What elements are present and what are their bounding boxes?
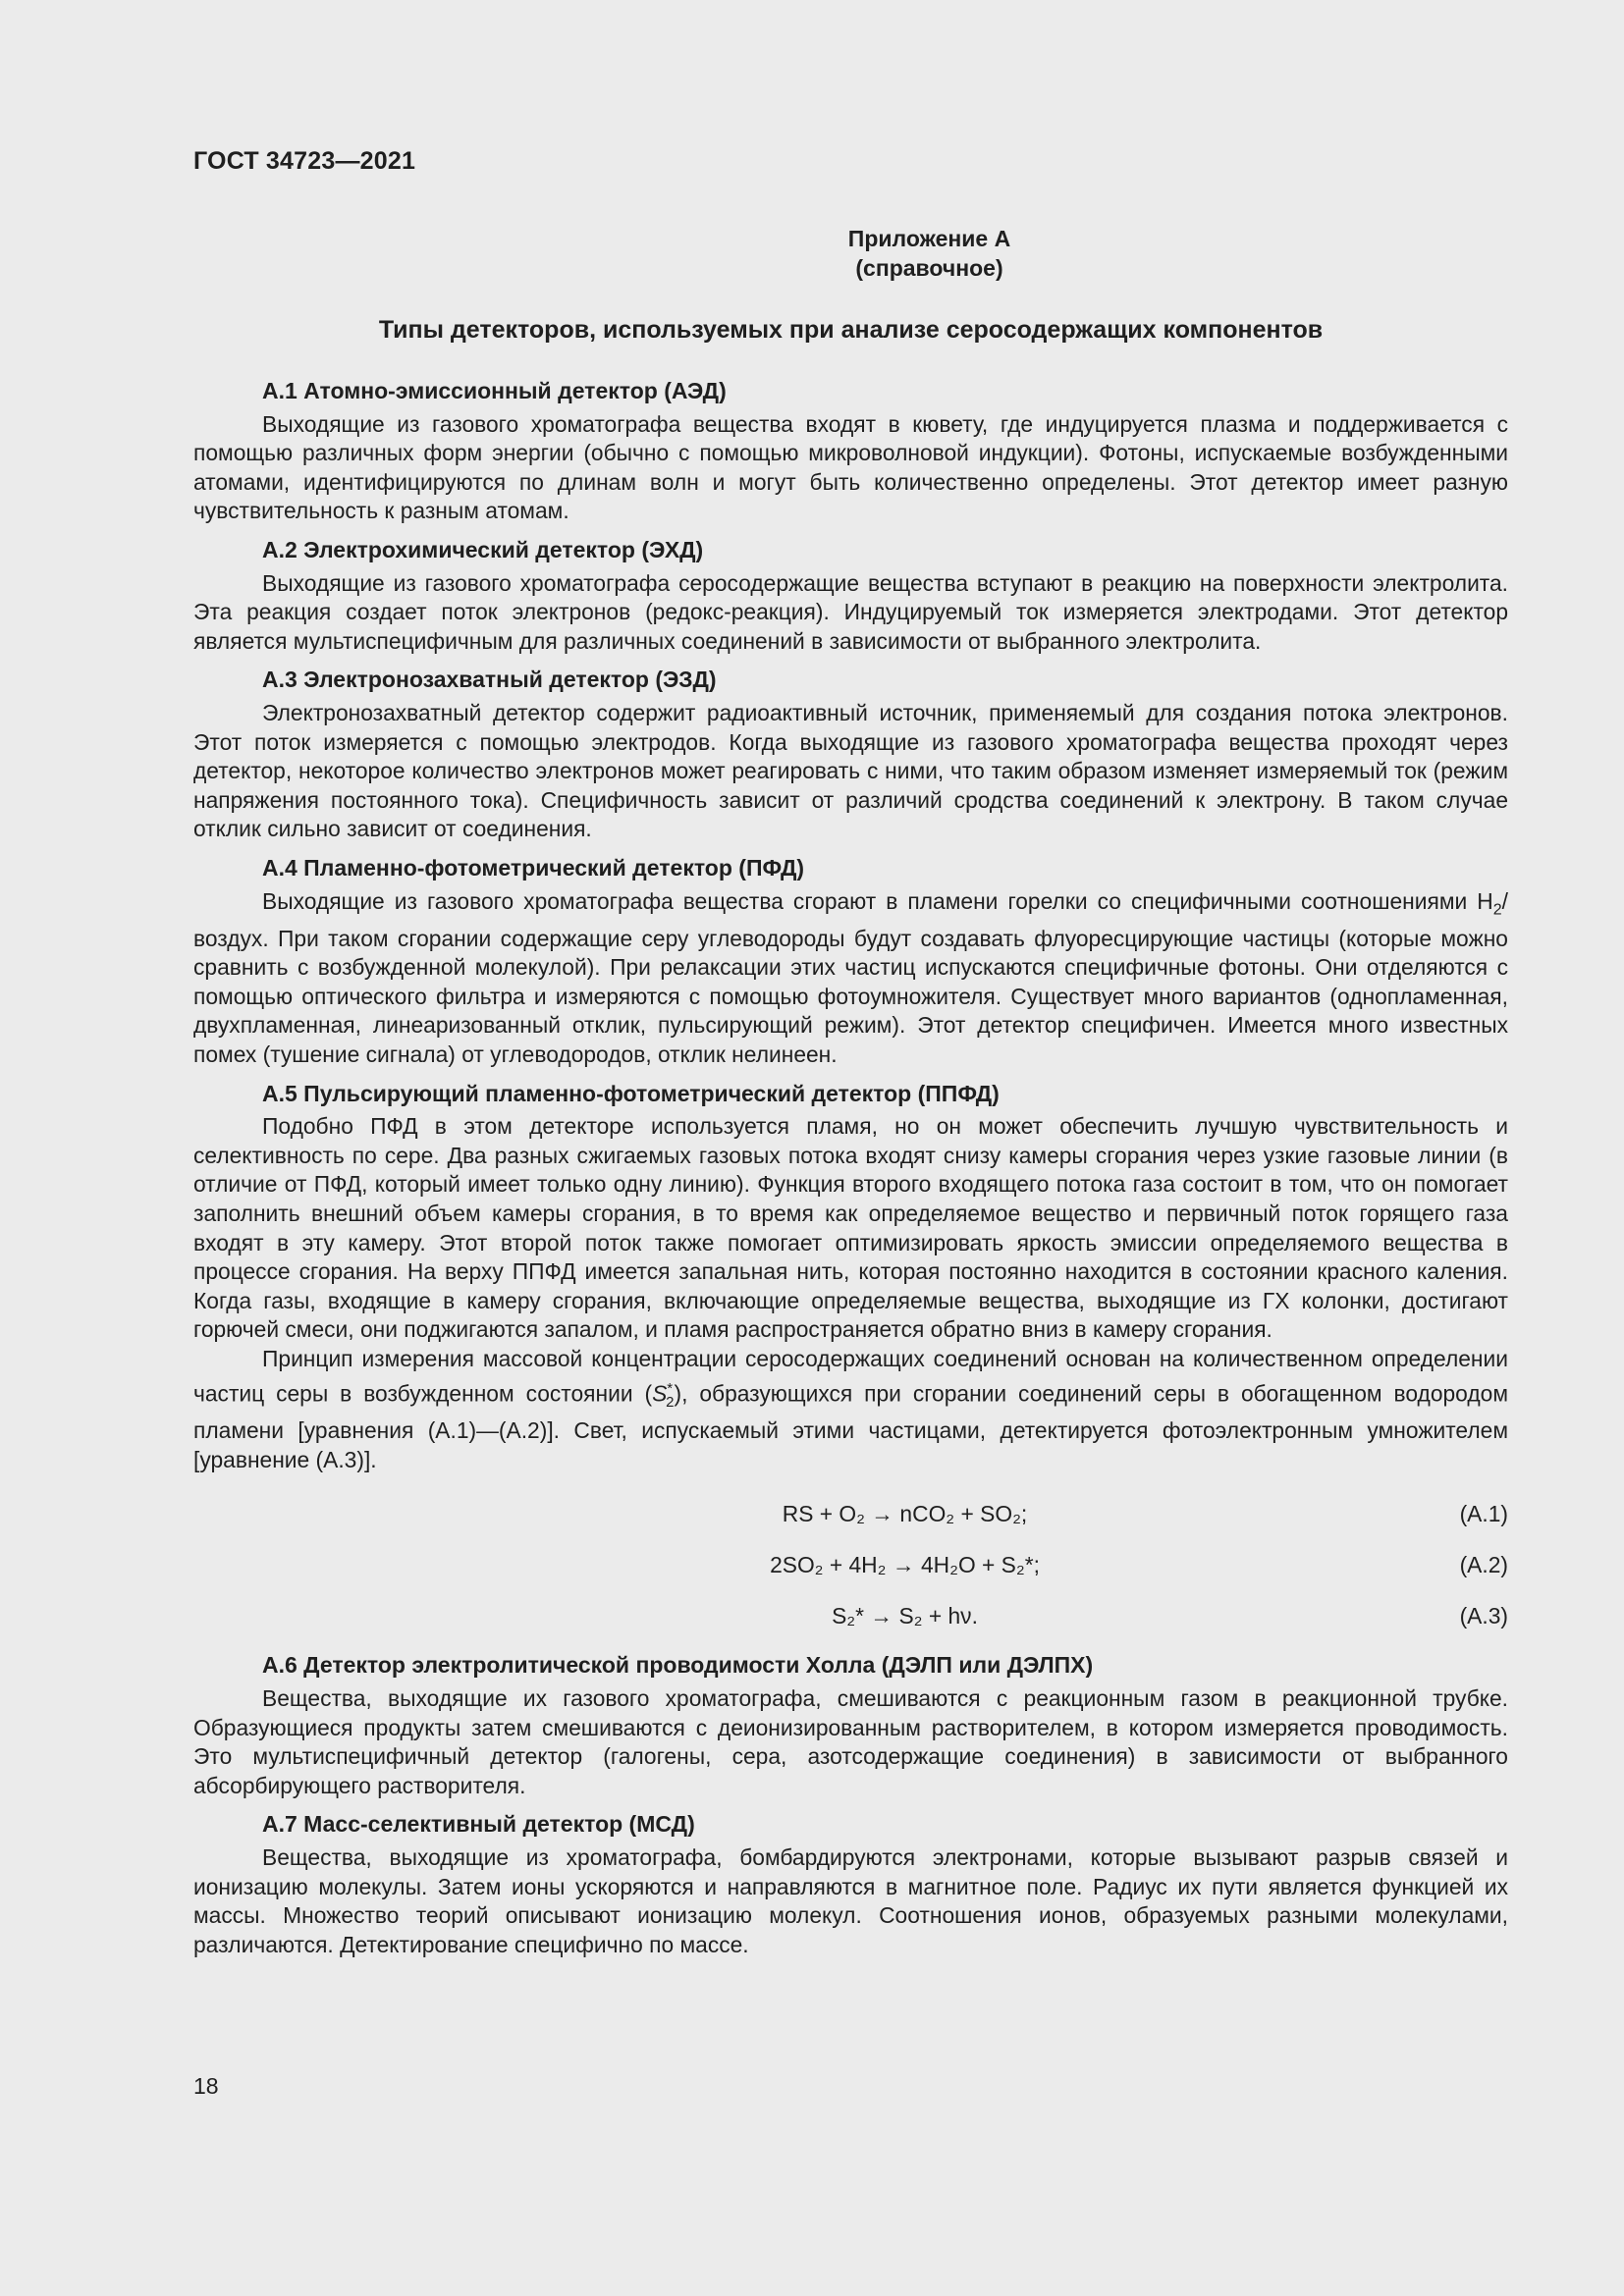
section-a2	[193, 536, 1508, 656]
section-heading: А.5 Пульсирующий пламенно-фотометрический детектор (ППФД)	[262, 1080, 1000, 1106]
section-a5	[193, 1080, 1508, 1642]
equation-a2	[193, 1539, 1508, 1590]
equation-formula: S₂* → S₂ + hν.	[832, 1603, 978, 1629]
section-a7	[193, 1810, 1508, 1959]
section-a4	[193, 854, 1508, 1070]
section-heading: А.1 Атомно-эмиссионный детектор (АЭД)	[262, 378, 727, 403]
equation-a3	[193, 1590, 1508, 1641]
equation-number: (А.3)	[1459, 1603, 1508, 1629]
paragraph: Выходящие из газового хроматографа вещества входят в кювету, где индуцируется плазма и поддерживается с помощью различных форм энергии (обычно с помощью микроволновой индукции). Фотоны, испускаемые возбужденными атомами, идентифицируются по длинам волн и могут быть количественно определены. Этот детектор имеет разную чувствительность к разным атомам.	[193, 410, 1508, 524]
paragraph: Подобно ПФД в этом детекторе используется пламя, но он может обеспечить лучшую чувствительность и селективность по сере. Два разных сжигаемых газовых потока входят снизу камеры сгорания через узкие газовые линии (в отличие от ПФД, который имеет только одну линию). Функция второго входящего потока газа состоит в том, что он помогает заполнить внешний объем камеры сгорания, в то время как определяемое вещество и первичный поток горящего газа входят в эту камеру. Этот второй поток также помогает оптимизировать яркость эмиссии определяемого вещества в процессе сгорания. На верху ППФД имеется запальная нить, которая постоянно находится в состоянии красного каления. Когда газы, входящие в камеру сгорания, включающие определяемые вещества, выходящие из ГХ колонки, достигают горючей смеси, они поджигаются запалом, и пламя распространяется обратно вниз в камеру сгорания.	[193, 1113, 1508, 1343]
section-heading: А.6 Детектор электролитической проводимости Холла (ДЭЛП или ДЭЛПХ)	[262, 1652, 1094, 1679]
paragraph: Выходящие из газового хроматографа серосодержащие вещества вступают в реакцию на поверхности электролита. Эта реакция создает поток электронов (редокс-реакция). Индуцируемый ток измеряется электродами. Этот детектор является мультиспецифичным для различных соединений в зависимости от выбранного электролита.	[193, 569, 1508, 654]
section-heading: А.4 Пламенно-фотометрический детектор (ПФД)	[262, 854, 804, 881]
equation-formula: RS + O₂ → nCO₂ + SO₂;	[782, 1501, 1028, 1527]
section-heading: А.7 Масс-селективный детектор (МСД)	[262, 1811, 695, 1838]
paragraph: Вещества, выходящие из хроматографа, бомбардируются электронами, которые вызывают разрыв связей и ионизацию молекулы. Затем ионы ускоряются и направляются в магнитное поле. Радиус их пути является функцией их массы. Множество теорий описывают ионизацию молекул. Соотношения ионов, образуемых разными молекулами, различаются. Детектирование специфично по массе.	[193, 1844, 1508, 1957]
paragraph: Принцип измерения массовой концентрации серосодержащих соединений основан на количественном определении частиц серы в возбужденном состоянии $(S^*_2)$, образующихся при сгорании соединений серы в обогащенном водородом пламени [уравнения (А.1)—(А.2)]. Свет, испускаемый этими частицами, детектируется фотоэлектронным умножителем [уравнение (А.3)].	[193, 1345, 1509, 1472]
equation-formula: 2SO₂ + 4H₂ → 4H₂O + S₂*;	[770, 1552, 1040, 1578]
page-number: 18	[193, 2073, 219, 2099]
paragraph: Электронозахватный детектор содержит радиоактивный источник, применяемый для создания потока электронов. Этот поток измеряется с помощью электродов. Когда выходящие из газового хроматографа вещества проходят через детектор, некоторое количество электронов может реагировать с ними, что таким образом изменяет измеряемый ток (режим напряжения постоянного тока). Специфичность зависит от различий сродства соединений к электрону. В таком случае отклик сильно зависит от соединения.	[193, 699, 1508, 842]
appendix-title: Типы детекторов, используемых при анализе серосодержащих компонентов	[378, 316, 1324, 344]
equation-number: (А.1)	[1459, 1501, 1508, 1527]
appendix-label: Приложение А	[847, 226, 1011, 251]
section-a1	[193, 377, 1508, 526]
equations-block	[193, 1488, 1508, 1641]
appendix-type: (справочное)	[855, 255, 1003, 281]
section-heading: А.2 Электрохимический детектор (ЭХД)	[262, 536, 704, 562]
equation-number: (А.2)	[1459, 1552, 1508, 1578]
section-heading: А.3 Электронозахватный детектор (ЭЗД)	[262, 667, 717, 693]
document-header: ГОСТ 34723—2021	[193, 147, 416, 175]
document-body	[193, 224, 1508, 1969]
paragraph: Вещества, выходящие их газового хроматографа, смешиваются с реакционным газом в реакционной трубке. Образующиеся продукты затем смешиваются с деионизированным растворителем, в котором измеряется проводимость. Это мультиспецифичный детектор (галогены, сера, азотсодержащие соединения) в зависимости от выбранного абсорбирующего растворителя.	[193, 1685, 1508, 1798]
paragraph: Выходящие из газового хроматографа вещества сгорают в пламени горелки со специфичными соотношениями $H_2$/воздух. При таком сгорании содержащие серу углеводороды будут создавать флуоресцирующие частицы (которые можно сравнить с возбужденной молекулой). При релаксации этих частиц испускаются специфичные фотоны. Они отделяются с помощью оптического фильтра и измеряются с помощью фотоумножителя. Существует много вариантов (однопламенная, двухпламенная, линеаризованный отклик, пульсирующий режим). Этот детектор специфичен. Имеется много известных помех (тушение сигнала) от углеводородов, отклик нелинеен.	[193, 887, 1508, 1068]
section-a6	[193, 1651, 1508, 1800]
equation-a1	[193, 1488, 1508, 1539]
section-a3	[193, 666, 1508, 844]
